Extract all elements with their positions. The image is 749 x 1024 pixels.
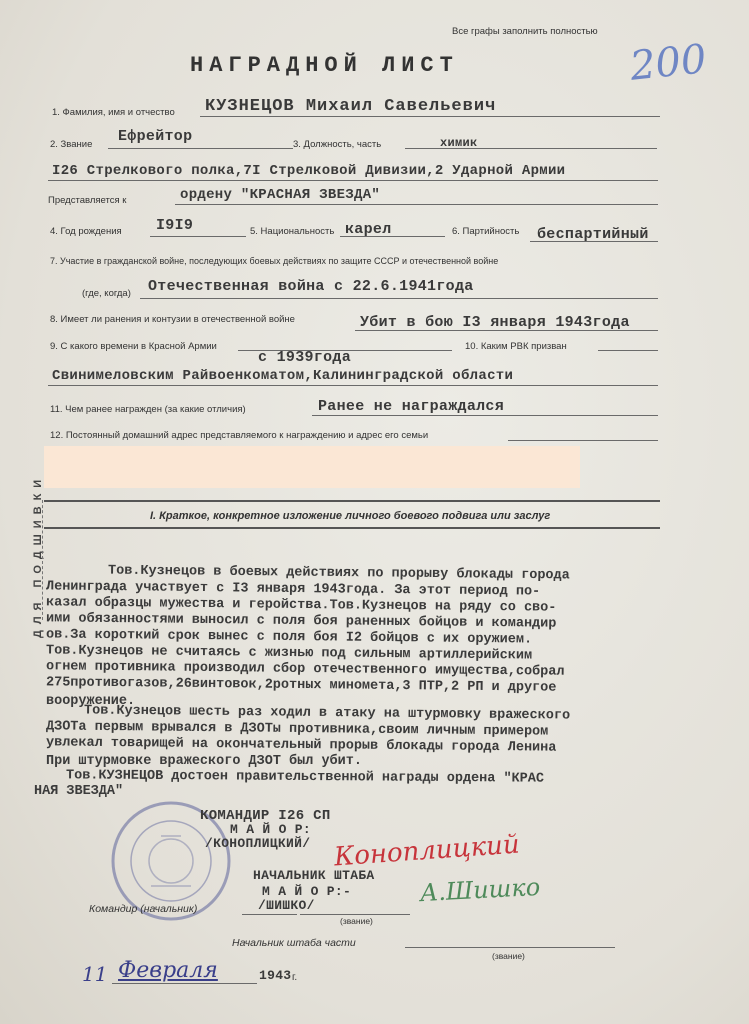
prev-awards-value: Ранее не награждался [318, 398, 505, 415]
narrative-line-1: Тов.Кузнецов в боевых действиях по прорыву блокады города [107, 563, 570, 584]
section-heading: I. Краткое, конкретное изложение личного боевого подвига или заслуг [150, 510, 551, 522]
date-year: 1943 [259, 968, 292, 983]
chief-label: Начальник штаба части [232, 937, 356, 949]
position-label: 3. Должность, часть [293, 139, 382, 150]
unit-value: I26 Стрелкового полка,7I Стрелковой Дивизии,2 Ударной Армии [52, 163, 566, 179]
rvk-label: 10. Каким РВК призван [465, 341, 567, 352]
party-label: 6. Партийность [452, 226, 520, 237]
nationality-value: карел [345, 221, 392, 238]
corner-number: 200 [627, 36, 709, 90]
signature-green: А.Шишко [419, 872, 541, 908]
section-rule-bottom [44, 527, 660, 529]
commander-name: /КОНОПЛИЦКИЙ/ [205, 836, 311, 851]
party-value: беспартийный [537, 226, 649, 243]
wars-line [140, 298, 658, 299]
narrative-line-12: увлекал товарищей на окончательный прорыв блокады города Ленина [45, 735, 557, 756]
side-label: ДЛЯ ПОДШИВКИ [32, 473, 44, 638]
commander-rank-line [300, 914, 410, 915]
wars-value: Отечественная война с 22.6.1941года [148, 278, 474, 295]
date-day: 11 [82, 962, 108, 986]
rvk-line [598, 350, 658, 351]
side-label-box [22, 388, 44, 638]
signature-red: Коноплицкий [333, 829, 521, 873]
army-since-label: 9. С какого времени в Красной Армии [50, 341, 217, 352]
section-rule-top [44, 500, 660, 502]
prev-awards-label: 11. Чем ранее награжден (за какие отличия) [50, 404, 246, 415]
party-line [530, 241, 658, 242]
wounds-line [355, 330, 658, 331]
narrative-line-10: Тов.Кузнецов шесть раз ходил в атаку на штурмовку вражеского [83, 703, 571, 724]
wars-where: (где, когда) [82, 288, 131, 299]
name-line [200, 116, 660, 117]
rank-line [108, 148, 293, 149]
binding-line [42, 500, 43, 620]
nationality-line [340, 236, 445, 237]
birth-label: 4. Год рождения [50, 226, 122, 237]
position-value: химик [440, 136, 478, 150]
redacted-address [44, 446, 580, 488]
chief-line [405, 947, 615, 948]
date-month: Февраля [118, 958, 218, 983]
unit-line [48, 180, 658, 181]
address-label: 12. Постоянный домашний адрес представляемого к награждению и адрес его семьи [50, 430, 429, 441]
chief-name: /ШИШКО/ [258, 898, 315, 913]
name-value: КУЗНЕЦОВ Михаил Савельевич [205, 97, 497, 116]
rank-caption-1: (звание) [340, 916, 373, 926]
commander-line [242, 914, 297, 915]
page-title: НАГРАДНОЙ ЛИСТ [190, 53, 459, 78]
prev-awards-line [312, 415, 658, 416]
nominated-label: Представляется к [48, 195, 127, 206]
address-line [508, 440, 658, 441]
nominated-line [175, 204, 658, 205]
narrative-line-2: Ленинграда участвует с I3 января 1943года. За этот период по- [45, 579, 541, 600]
narrative-line-7: огнем противника производил сбор отечественного имущества,собрал [45, 659, 565, 680]
narrative-line-4: ими обязанностями выносил с поля боя раненных бойцов и командир [45, 611, 557, 632]
chief-rank: М А Й О Р:- [262, 884, 352, 899]
rank-label: 2. Звание [50, 139, 93, 150]
birth-line [150, 236, 246, 237]
chief-title: НАЧАЛЬНИК ШТАБА [253, 868, 375, 883]
rank-caption-2: (звание) [492, 951, 525, 961]
wounds-value: Убит в бою I3 января 1943года [360, 314, 630, 331]
narrative-line-8: 275противогазов,26винтовок,2ротных миномета,3 ПТР,2 РП и другое [45, 675, 557, 696]
narrative-line-14: Тов.КУЗНЕЦОВ достоен правительственной награды ордена "КРАС [65, 768, 545, 787]
rvk-value: Свинимеловским Райвоенкоматом,Калининградской области [52, 368, 514, 384]
nationality-label: 5. Национальность [250, 226, 335, 237]
birth-value: I9I9 [156, 217, 194, 234]
nominated-value: ордену "КРАСНАЯ ЗВЕЗДА" [180, 187, 381, 203]
commander-title: КОМАНДИР I26 СП [200, 808, 331, 824]
narrative-line-11: ДЗОТа первым врывался в ДЗОТы противника,своим личным примером [45, 719, 549, 740]
position-line [405, 148, 657, 149]
narrative-line-3: казал образцы мужества и геройства.Тов.Кузнецов на ряду со сво- [45, 595, 557, 616]
wounds-label: 8. Имеет ли ранения и контузии в отечественной войне [50, 314, 295, 325]
narrative-line-13: При штурмовке вражеского ДЗОТ был убит. [46, 754, 362, 769]
name-label: 1. Фамилия, имя и отчество [52, 107, 175, 118]
narrative-line-6: Тов.Кузнецов не считаясь с жизнью под сильным артиллерийским [45, 643, 533, 664]
wars-label: 7. Участие в гражданской войне, последующих боевых действиях по защите СССР и отечественной войне [50, 256, 499, 266]
rvk-value-line [48, 385, 658, 386]
rank-value: Ефрейтор [118, 128, 193, 145]
date-suffix: г. [292, 972, 298, 983]
commander-label: Командир (начальник) [89, 903, 198, 915]
narrative-line-5: ов.За короткий срок вынес с поля боя I2 бойцов с их оружием. [45, 627, 533, 648]
fill-all-note: Все графы заполнить полностью [452, 26, 598, 37]
date-line [112, 983, 257, 984]
narrative-line-15: НАЯ ЗВЕЗДА" [34, 784, 124, 799]
army-since-value: с 1939года [258, 349, 352, 366]
narrative-line-9: вооружение. [46, 694, 136, 709]
commander-rank: М А Й О Р: [230, 822, 312, 837]
